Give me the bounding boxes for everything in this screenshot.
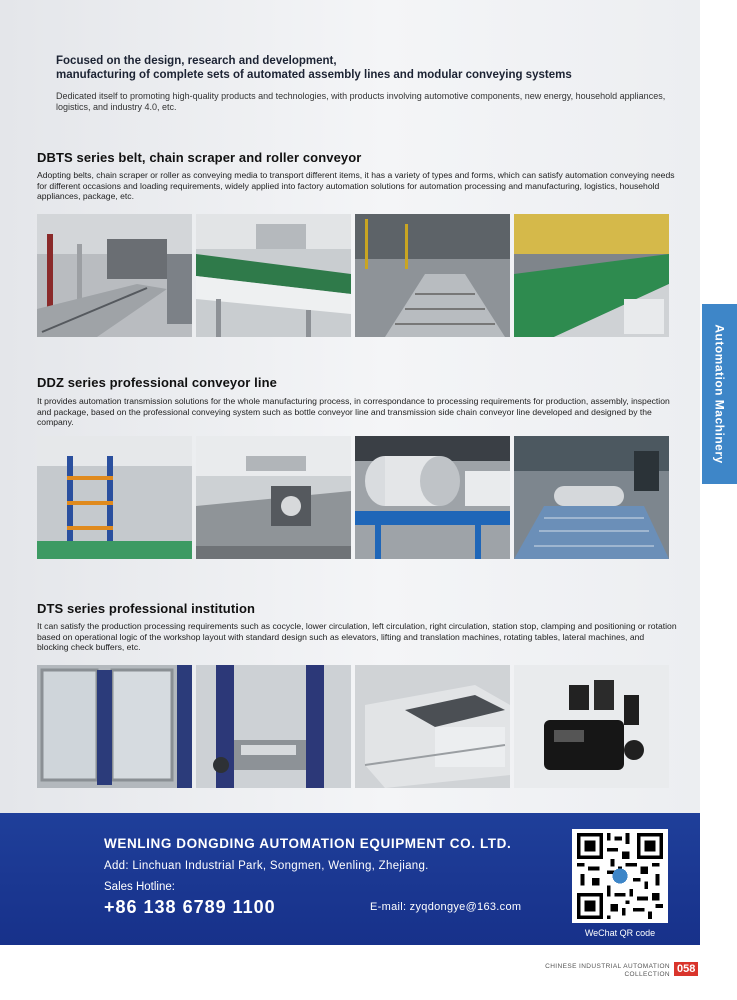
intro-description: Dedicated itself to promoting high-quality products and technologies, with products involving automotive components, new energy, household appliances, logistics, and industry 4.0, etc. [56, 91, 666, 112]
section-dts-title: DTS series professional institution [37, 601, 256, 616]
photo-storage-rack-line [37, 436, 192, 559]
section-ddz-body: It provides automation transmission solutions for the whole manufacturing process, in correspondance to processing requirements for production, assembly, inspection and package, based on the professional conveying system such as bottle conveyor line and transmission side chain conveyor line developed and designed by the company. [37, 396, 670, 428]
photo-assembly-workstation [196, 436, 351, 559]
intro-headline-line2: manufacturing of complete sets of automated assembly lines and modular conveying systems [56, 69, 572, 81]
sales-hotline-label: Sales Hotline: [104, 881, 175, 893]
photo-green-plate-chain-conveyor [514, 214, 669, 337]
company-address: Add: Linchuan Industrial Park, Songmen, Wenling, Zhejiang. [104, 860, 429, 872]
photo-green-belt-conveyor [196, 214, 351, 337]
publication-name-line1: CHINESE INDUSTRIAL AUTOMATION [545, 963, 670, 970]
qr-caption: WeChat QR code [584, 928, 656, 938]
wechat-qr-code [572, 829, 668, 923]
company-name: WENLING DONGDING AUTOMATION EQUIPMENT CO. LTD. [104, 836, 512, 851]
photo-roller-conveyor-line [37, 214, 192, 337]
section-dts-body: It can satisfy the production processing requirements such as cocycle, lower circulation, left circulation, right circulation, station stop, clamping and positioning or rotation based on operational logic of the workshop layout with standard design such as elevators, lifting and translation machines, rotating tables, lateral machines, and blocking check buffers, etc. [37, 621, 677, 653]
photo-glass-enclosure-elevator [37, 665, 192, 788]
publication-name-line2: COLLECTION [624, 971, 670, 978]
photo-drum-conveyor-line [355, 436, 510, 559]
photo-chain-roller-conveyor [355, 214, 510, 337]
photo-lifting-machine [196, 665, 351, 788]
section-ddz-title: DDZ series professional conveyor line [37, 375, 277, 390]
photo-roller-conveyor-with-tank [514, 436, 669, 559]
side-category-tab [702, 304, 737, 484]
side-category-label: Automation Machinery [712, 324, 727, 464]
photo-blocking-check-buffer [514, 665, 669, 788]
section-dbts-body: Adopting belts, chain scraper or roller as conveying media to transport different items, it has a variety of types and forms, which can satisfy automation conveying needs for different occasions and loading requirements, widely applied into factory automation solutions for automation processing and manufacturing, logistics, household appliances, package, etc. [37, 170, 675, 202]
page-number: 058 [674, 962, 698, 976]
section-dts-photos [37, 665, 669, 788]
photo-lateral-machine [355, 665, 510, 788]
publication-name [520, 963, 670, 979]
intro-headline-line1: Focused on the design, research and development, [56, 55, 337, 67]
sales-phone-number: +86 138 6789 1100 [104, 897, 276, 917]
section-dbts-title: DBTS series belt, chain scraper and roller conveyor [37, 150, 362, 165]
contact-email: E-mail: zyqdongye@163.com [370, 901, 522, 913]
section-dbts-photos [37, 214, 669, 337]
intro-headline [56, 54, 676, 82]
section-ddz-photos [37, 436, 669, 559]
